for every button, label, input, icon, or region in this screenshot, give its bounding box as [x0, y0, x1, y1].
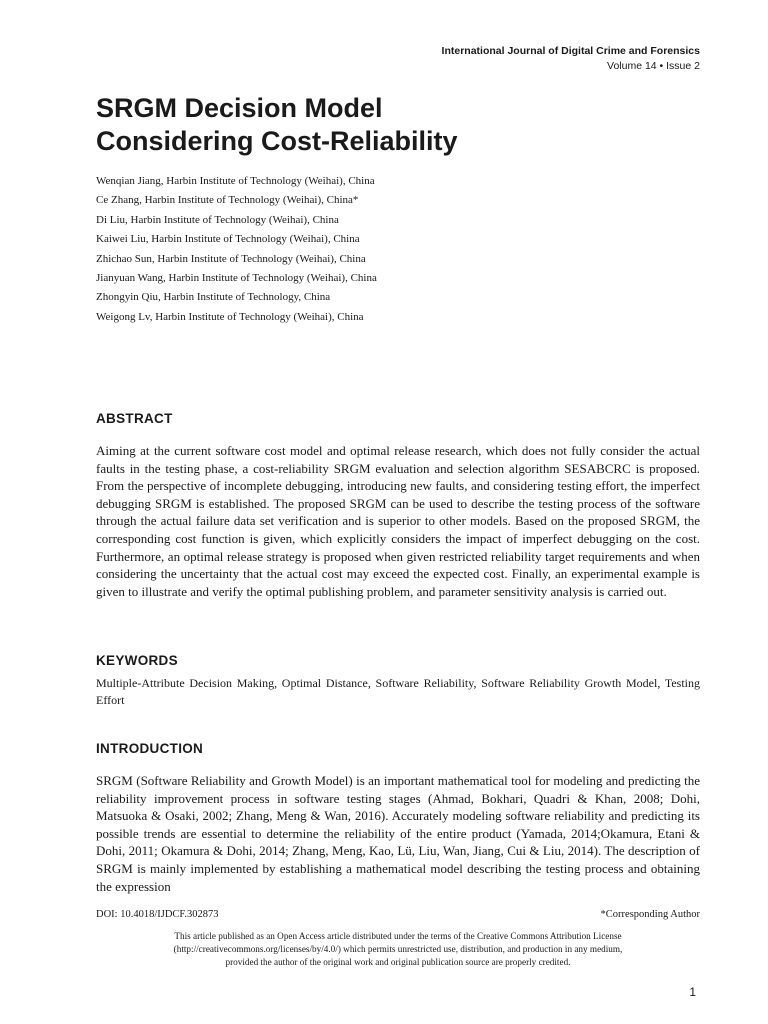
license-line-3: provided the author of the original work and original publication source are properly credited.	[225, 957, 571, 967]
license-line-1: This article published as an Open Access article distributed under the terms of the Creative Commons Attribution License	[174, 931, 622, 941]
author-item: Wenqian Jiang, Harbin Institute of Technology (Weihai), China	[96, 175, 375, 187]
license-notice	[96, 930, 700, 969]
paper-title-line-1: SRGM Decision Model	[96, 93, 383, 123]
paper-title	[96, 92, 696, 158]
journal-issue: Volume 14 • Issue 2	[607, 60, 700, 72]
author-item: Di Liu, Harbin Institute of Technology (Weihai), China	[96, 213, 339, 226]
introduction-heading: INTRODUCTION	[96, 741, 204, 756]
doi-link[interactable]: DOI: 10.4018/IJDCF.302873	[96, 909, 219, 920]
footer-row	[96, 909, 700, 920]
author-item: Kaiwei Liu, Harbin Institute of Technology (Weihai), China	[96, 233, 360, 246]
author-item: Zhongyin Qiu, Harbin Institute of Technology, China	[96, 291, 331, 304]
license-line-2[interactable]: (http://creativecommons.org/licenses/by/4.0/) which permits unrestricted use, distribution, and production in any medium,	[173, 944, 623, 954]
author-item: Jianyuan Wang, Harbin Institute of Technology (Weihai), China	[96, 272, 377, 285]
corresponding-author-note: *Corresponding Author	[600, 909, 700, 920]
author-item: Weigong Lv, Harbin Institute of Technology (Weihai), China	[96, 310, 364, 323]
author-item: Ce Zhang, Harbin Institute of Technology (Weihai), China*	[96, 194, 359, 207]
page-number: 1	[689, 985, 696, 999]
paper-title-line-2: Considering Cost-Reliability	[96, 126, 458, 156]
keywords-heading: KEYWORDS	[96, 653, 178, 668]
introduction-text: SRGM (Software Reliability and Growth Model) is an important mathematical tool for modeling and predicting the reliability improvement process in software testing stages (Ahmad, Bokhari, Quadri & Khan, 2008; Dohi, Matsuoka & Osaki, 2002; Zhang, Meng & Wan, 2016). Accurately modeling software reliability and predicting its possible trends are essential to determine the reliability of the entire product (Yamada, 2014;Okamura, Etani & Dohi, 2011; Okamura & Dohi, 2014; Zhang, Meng, Kao, Lü, Liu, Wan, Jiang, Cui & Liu, 2014). The description of SRGM is mainly implemented by establishing a mathematical model describing the testing process and obtaining the expression	[96, 773, 700, 894]
author-item: Zhichao Sun, Harbin Institute of Technology (Weihai), China	[96, 252, 366, 265]
abstract-heading: ABSTRACT	[96, 411, 173, 426]
abstract-text: Aiming at the current software cost model and optimal release research, which does not fully consider the actual faults in the testing phase, a cost-reliability SRGM evaluation and selection algorithm SESABCRC is proposed. From the perspective of incomplete debugging, introducing new faults, and considering testing effort, the imperfect debugging SRGM is established. The proposed SRGM can be used to describe the testing process of the software through the actual failure data set verification and is superior to other models. Based on the proposed SRGM, the corresponding cost function is given, which explicitly considers the impact of imperfect debugging on the cost. Furthermore, an optimal release strategy is proposed when given restricted reliability target requirements and when considering the uncertainty that the actual cost may exceed the expected cost. Finally, an experimental example is given to illustrate and verify the optimal publishing problem, and parameter sensitivity analysis is carried out.	[96, 443, 700, 599]
journal-header	[442, 44, 700, 74]
keywords-text: Multiple-Attribute Decision Making, Optimal Distance, Software Reliability, Software Reliability Growth Model, Testing Effort	[96, 676, 700, 707]
journal-name: International Journal of Digital Crime and Forensics	[441, 45, 700, 57]
author-list	[96, 172, 696, 327]
